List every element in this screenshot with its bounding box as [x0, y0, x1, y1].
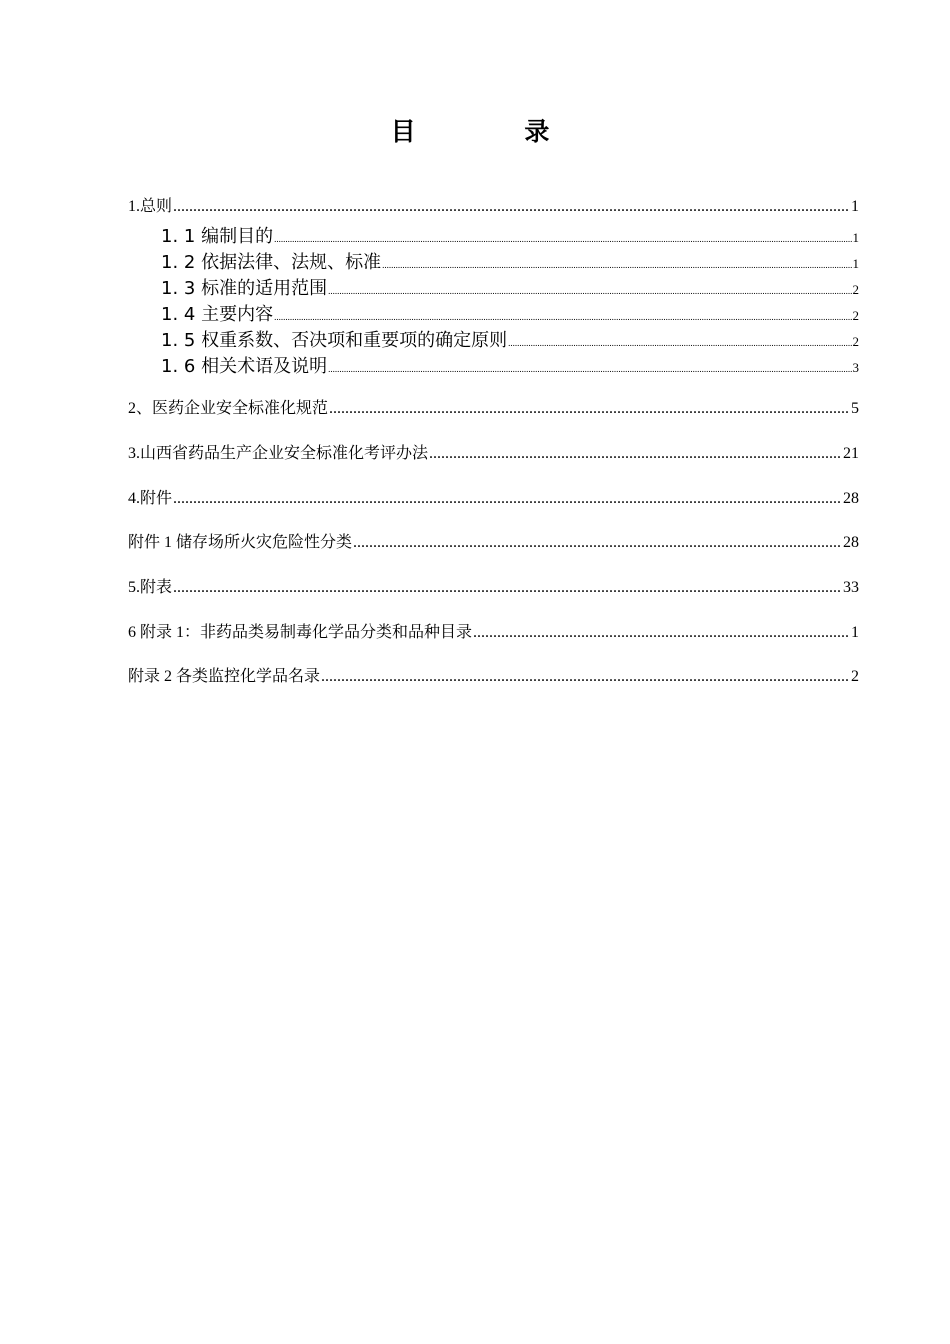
toc-entry[interactable] [161, 300, 859, 326]
toc-entry-page: 1 [852, 230, 859, 245]
toc-entry-label: 1. 1 编制目的 [161, 226, 274, 247]
toc-entry-label: 3.山西省药品生产企业安全标准化考评办法 [128, 445, 429, 462]
toc-entry[interactable] [128, 440, 859, 463]
toc-entry-page: 3 [852, 360, 859, 375]
toc-entry[interactable] [161, 352, 859, 378]
toc-entry[interactable] [128, 663, 859, 686]
dot-leader [328, 286, 851, 296]
toc-entry-label: 2、医药企业安全标准化规范 [128, 400, 329, 417]
toc-entry[interactable] [161, 274, 859, 300]
toc-entry-label: 1. 4 主要内容 [161, 304, 274, 325]
toc-entry-label: 1.总则 [128, 198, 173, 215]
dot-leader [173, 490, 842, 508]
toc-entry[interactable] [128, 485, 859, 508]
dot-leader [173, 198, 850, 216]
toc-entry-label: 4.附件 [128, 490, 173, 507]
toc-entry-page: 5 [851, 400, 859, 417]
dot-leader [353, 534, 842, 552]
toc-entry-page: 21 [843, 445, 859, 462]
toc-entry-label: 1. 6 相关术语及说明 [161, 356, 328, 377]
toc-entry[interactable] [128, 193, 859, 216]
toc-entry-page: 2 [852, 282, 859, 297]
dot-leader [382, 260, 851, 270]
toc-entry-label: 5.附表 [128, 579, 173, 596]
toc-entry-page: 1 [852, 256, 859, 271]
toc-entry-page: 2 [852, 334, 859, 349]
toc-entry-page: 1 [851, 198, 859, 215]
toc-entry[interactable] [128, 529, 859, 552]
toc-entry-label: 1. 3 标准的适用范围 [161, 278, 328, 299]
toc-entry-label: 1. 2 依据法律、法规、标准 [161, 252, 382, 273]
toc-entry[interactable] [161, 222, 859, 248]
toc-entry-label: 附件 1 储存场所火灾危险性分类 [128, 534, 353, 551]
toc-entry-label: 附录 2 各类监控化学品名录 [128, 668, 321, 685]
dot-leader [173, 579, 842, 597]
toc-entry[interactable] [161, 248, 859, 274]
toc-entry[interactable] [128, 619, 859, 642]
dot-leader [274, 234, 851, 244]
dot-leader [508, 338, 851, 348]
toc-title: 目 录 [390, 117, 600, 146]
toc-entry-label: 1. 5 权重系数、否决项和重要项的确定原则 [161, 330, 508, 351]
dot-leader [473, 624, 850, 642]
toc-entry-page: 1 [851, 624, 859, 641]
toc-entry[interactable] [128, 395, 859, 418]
toc-entry-page: 2 [851, 668, 859, 685]
dot-leader [321, 668, 850, 686]
dot-leader [429, 445, 842, 463]
toc-entry-page: 33 [843, 579, 859, 596]
dot-leader [274, 312, 851, 322]
toc-entry-page: 28 [843, 534, 859, 551]
toc-entry-page: 28 [843, 490, 859, 507]
toc-entry[interactable] [128, 574, 859, 597]
toc-entry-label: 6 附录 1：非药品类易制毒化学品分类和品种目录 [128, 624, 473, 641]
dot-leader [329, 400, 850, 418]
toc-entry[interactable] [161, 326, 859, 352]
toc-entry-page: 2 [852, 308, 859, 323]
dot-leader [328, 364, 851, 374]
